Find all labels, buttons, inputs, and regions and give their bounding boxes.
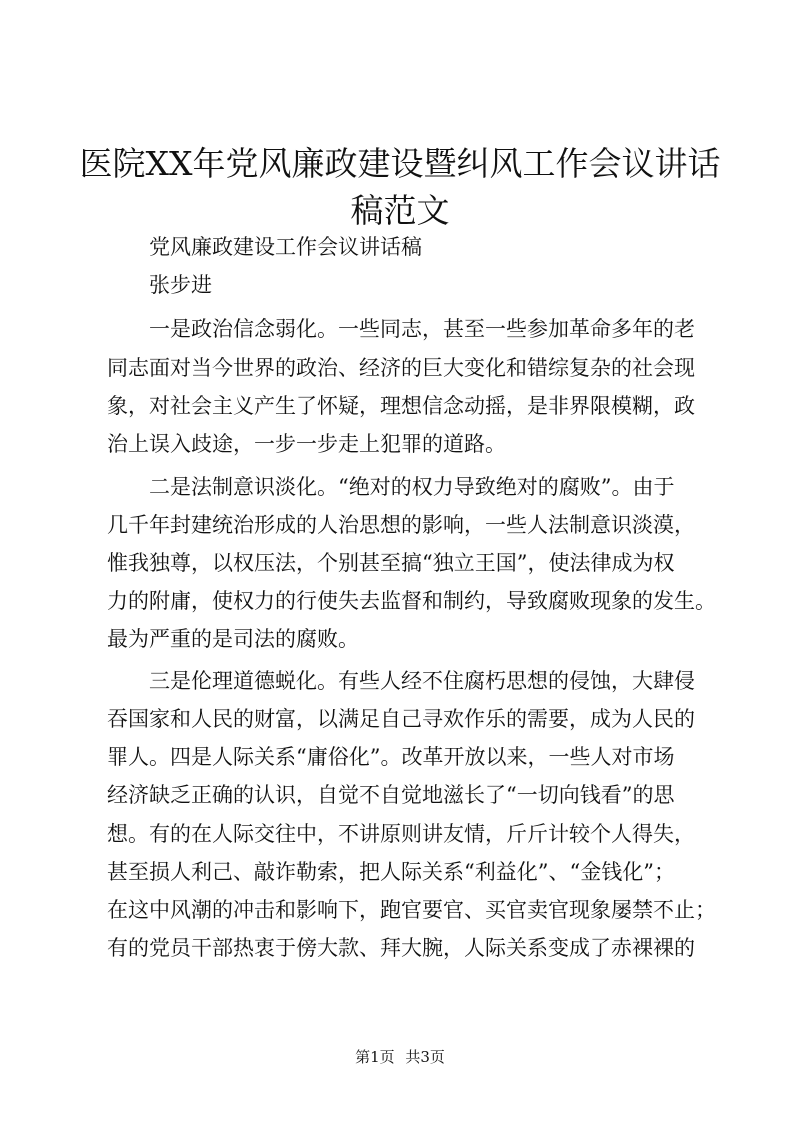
body-line: 三是伦理道德蜕化。有些人经不住腐朽思想的侵蚀，大肆侵	[107, 669, 695, 693]
body-line: 张步进	[107, 273, 212, 297]
title-line-1: 医院XX年党风廉政建设暨纠风工作会议讲话	[79, 144, 721, 183]
page-number: 第1页	[355, 1048, 395, 1066]
body-line: 有的党员干部热衷于傍大款、拜大腕，人际关系变成了赤裸裸的	[107, 936, 695, 960]
body-line: 一是政治信念弱化。一些同志，甚至一些参加革命多年的老	[107, 317, 695, 341]
page-total: 共3页	[405, 1048, 445, 1066]
body-line: 罪人。四是人际关系“庸俗化”。改革开放以来，一些人对市场	[107, 745, 675, 769]
body-line: 在这中风潮的冲击和影响下，跑官要官、买官卖官现象屡禁不止；	[107, 898, 716, 922]
body-line: 经济缺乏正确的认识，自觉不自觉地滋长了“一切向钱看”的思	[107, 783, 675, 807]
body-line: 吞国家和人民的财富，以满足自己寻欢作乐的需要，成为人民的	[107, 707, 695, 731]
body-line: 最为严重的是司法的腐败。	[107, 627, 359, 651]
page-footer	[0, 1046, 800, 1067]
body-line: 象，对社会主义产生了怀疑，理想信念动摇，是非界限模糊，政	[107, 394, 695, 418]
body-line: 同志面对当今世界的政治、经济的巨大变化和错综复杂的社会现	[107, 356, 695, 380]
body-line: 几千年封建统治形成的人治思想的影响，一些人法制意识淡漠，	[107, 513, 695, 537]
body-line: 甚至损人利己、敲诈勒索，把人际关系“利益化”、“金钱化”；	[107, 860, 675, 884]
title-line-2: 稿范文	[350, 191, 450, 230]
body-line: 想。有的在人际交往中，不讲原则讲友情，斤斤计较个人得失，	[107, 822, 695, 846]
body-line: 惟我独尊，以权压法，个别甚至搞“独立王国”，使法律成为权	[107, 551, 675, 575]
document-title	[60, 140, 740, 234]
body-line: 治上误入歧途，一步一步走上犯罪的道路。	[107, 432, 506, 456]
body-line: 党风廉政建设工作会议讲话稿	[107, 235, 422, 259]
body-line: 力的附庸，使权力的行使失去监督和制约，导致腐败现象的发生。	[107, 589, 716, 613]
body-line: 二是法制意识淡化。“绝对的权力导致绝对的腐败”。由于	[107, 475, 675, 499]
